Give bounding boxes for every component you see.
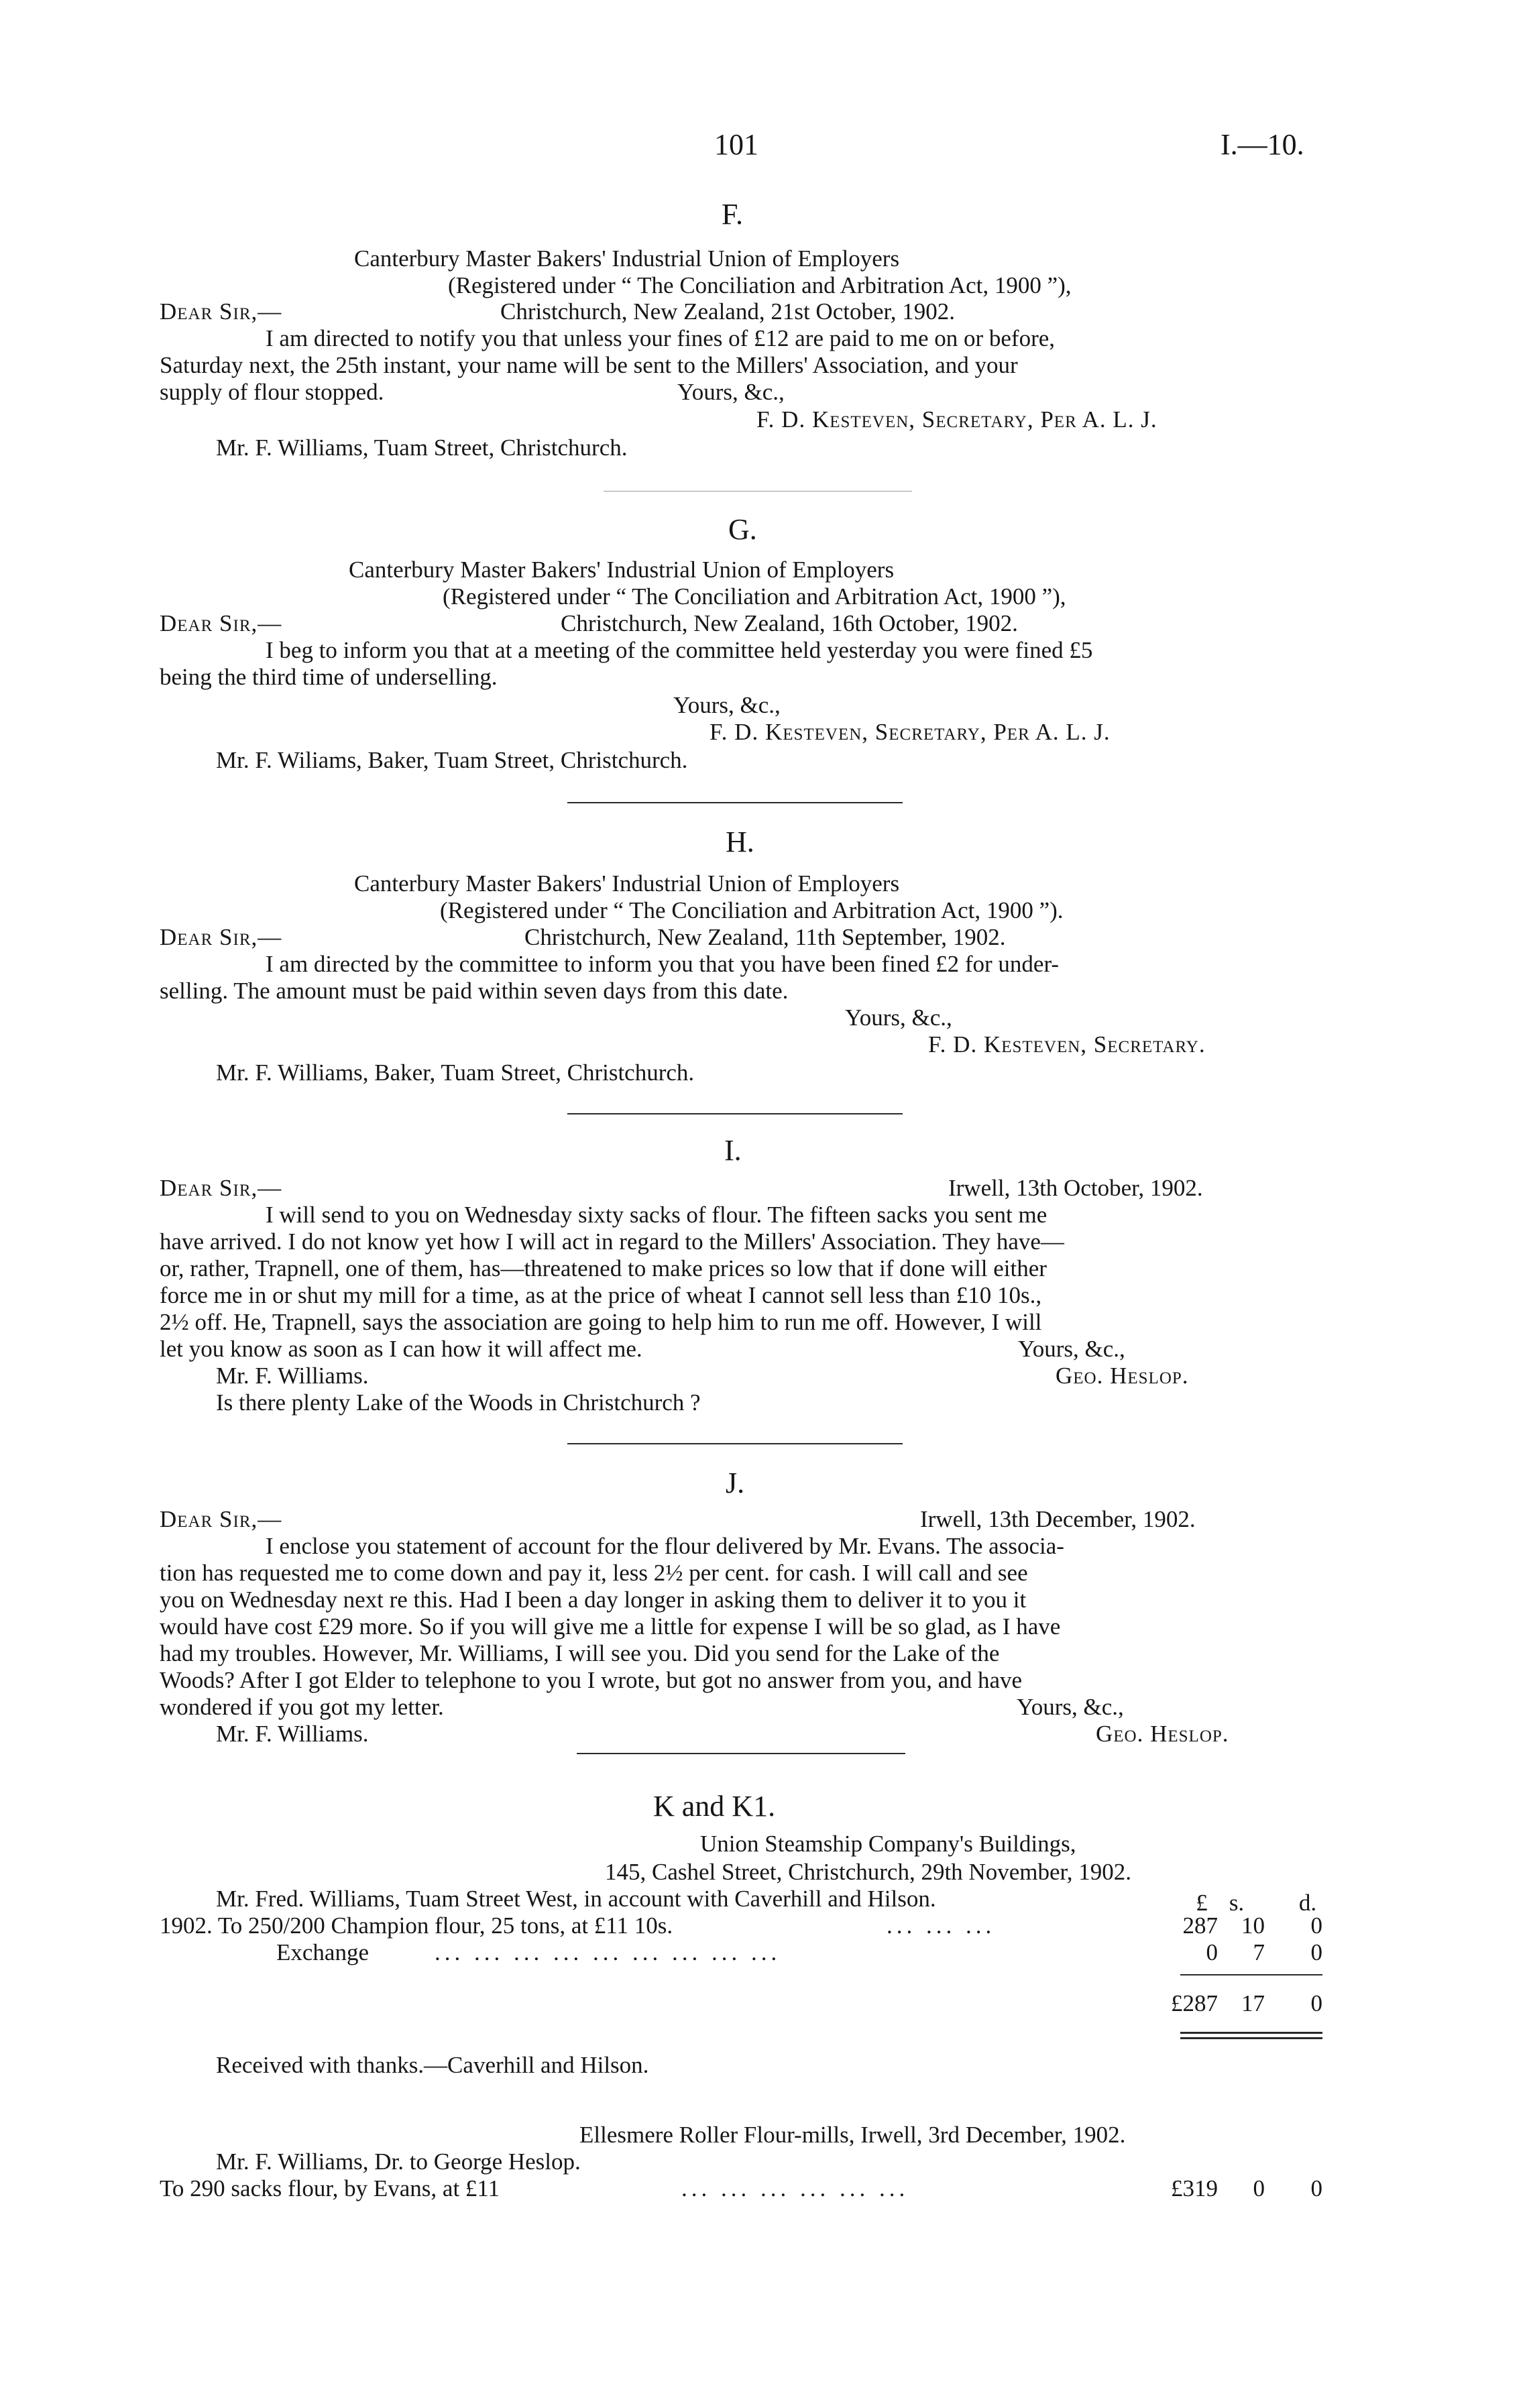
column-header-pence: d. [1298, 1890, 1317, 1916]
total-pence: 0 [1310, 1990, 1322, 2016]
k-account-line: Mr. Fred. Williams, Tuam Street West, in account with Caverhill and Hilson. [216, 1886, 936, 1912]
salutation-f: Dear Sir,— [160, 298, 282, 325]
section-divider [577, 1753, 905, 1754]
letter-body-i-line5: 2½ off. He, Trapnell, says the association are going to help him to run me off. However, I will [160, 1309, 1042, 1335]
addressee-i: Mr. F. Williams. [216, 1363, 369, 1389]
letter-body-j-line6: Woods? After I got Elder to telephone to you I wrote, but got no answer from you, and have [160, 1667, 1023, 1693]
addressee-h: Mr. F. Williams, Baker, Tuam Street, Christchurch. [216, 1059, 695, 1086]
closing-j: Yours, &c., [1017, 1694, 1124, 1720]
k1-amount-shillings: 0 [1253, 2175, 1265, 2201]
letter-body-f-line3: supply of flour stopped. [160, 379, 384, 405]
closing-i: Yours, &c., [1018, 1336, 1125, 1362]
salutation-j: Dear Sir,— [160, 1506, 282, 1532]
letter-body-f-line2: Saturday next, the 25th instant, your name will be sent to the Millers' Association, and your [160, 352, 1018, 378]
letter-body-h-line2: selling. The amount must be paid within seven days from this date. [160, 978, 789, 1004]
letter-body-g-line2: being the third time of underselling. [160, 664, 498, 690]
letter-body-g-line1: I beg to inform you that at a meeting of the committee held yesterday you were fined £5 [266, 637, 1093, 663]
signature-f: F. D. Kesteven, Secretary, Per A. L. J. [756, 406, 1157, 433]
k1-amount-pounds: £319 [1171, 2175, 1218, 2201]
signature-h: F. D. Kesteven, Secretary. [928, 1031, 1206, 1057]
letter-body-i-line4: force me in or shut my mill for a time, as at the price of wheat I cannot sell less than £10 10s., [160, 1282, 1042, 1308]
k-address-line1: Union Steamship Company's Buildings, [700, 1831, 1076, 1857]
place-date-g: Christchurch, New Zealand, 16th October, 1902. [561, 610, 1018, 636]
letter-body-j-line3: you on Wednesday next re this. Had I been a day longer in asking them to deliver it to you it [160, 1587, 1027, 1613]
place-date-h: Christchurch, New Zealand, 11th September, 1902. [524, 924, 1006, 950]
total-double-rule [1180, 2037, 1322, 2039]
closing-h: Yours, &c., [845, 1005, 952, 1031]
document-reference: I.—10. [1221, 128, 1304, 161]
amount-pence: 0 [1310, 1939, 1322, 1965]
registration-g: (Registered under “ The Conciliation and Arbitration Act, 1900 ”), [443, 583, 1066, 610]
registration-h: (Registered under “ The Conciliation and Arbitration Act, 1900 ”). [440, 897, 1064, 923]
column-header-shillings: s. [1229, 1890, 1245, 1916]
letter-body-i-line2: have arrived. I do not know yet how I will act in regard to the Millers' Association. They have— [160, 1228, 1064, 1255]
section-heading-g: G. [728, 513, 757, 546]
k1-row-label: To 290 sacks flour, by Evans, at £11 [160, 2175, 500, 2201]
total-double-rule [1180, 2032, 1322, 2034]
section-divider [567, 802, 903, 803]
section-heading-f: F. [722, 198, 743, 231]
place-date-i: Irwell, 13th October, 1902. [948, 1175, 1203, 1201]
section-heading-k: K and K1. [653, 1790, 776, 1823]
letter-body-j-line4: would have cost £29 more. So if you will give me a little for expense I will be so glad, as I have [160, 1613, 1061, 1640]
section-divider [604, 491, 912, 492]
letter-body-f-line1: I am directed to notify you that unless your fines of £12 are paid to me on or before, [266, 325, 1056, 351]
amount-shillings: 10 [1241, 1912, 1265, 1939]
signature-g: F. D. Kesteven, Secretary, Per A. L. J. [710, 719, 1111, 745]
letter-body-j-line7: wondered if you got my letter. [160, 1694, 444, 1720]
registration-f: (Registered under “ The Conciliation and Arbitration Act, 1900 ”), [448, 272, 1072, 298]
signature-i: Geo. Heslop. [1056, 1363, 1189, 1389]
postscript-i: Is there plenty Lake of the Woods in Christchurch ? [216, 1389, 701, 1416]
column-header-pounds: £ [1196, 1890, 1208, 1916]
page-number: 101 [714, 128, 758, 161]
closing-g: Yours, &c., [673, 692, 781, 718]
account-row-label: 1902. To 250/200 Champion flour, 25 tons, at £11 10s. [160, 1912, 673, 1939]
salutation-i: Dear Sir,— [160, 1175, 282, 1201]
addressee-f: Mr. F. Williams, Tuam Street, Christchurch. [216, 435, 628, 461]
letter-body-j-line2: tion has requested me to come down and pay it, less 2½ per cent. for cash. I will call and see [160, 1560, 1028, 1586]
union-name-h: Canterbury Master Bakers' Industrial Union of Employers [354, 870, 900, 897]
section-heading-h: H. [726, 825, 754, 858]
sum-rule [1180, 1974, 1322, 1975]
received-note: Received with thanks.—Caverhill and Hilson. [216, 2052, 649, 2078]
amount-shillings: 7 [1253, 1939, 1265, 1965]
k1-amount-pence: 0 [1310, 2175, 1322, 2201]
letter-body-i-line6: let you know as soon as I can how it will affect me. [160, 1336, 642, 1362]
place-date-j: Irwell, 13th December, 1902. [920, 1506, 1196, 1532]
letter-body-j-line1: I enclose you statement of account for the flour delivered by Mr. Evans. The associa- [266, 1533, 1064, 1559]
amount-pounds: 0 [1206, 1939, 1218, 1965]
section-heading-j: J. [726, 1467, 745, 1499]
account-row-label: Exchange [276, 1939, 369, 1965]
section-divider [567, 1113, 903, 1114]
letter-body-h-line1: I am directed by the committee to inform you that you have been fined £2 for under- [266, 951, 1060, 977]
place-date-f: Christchurch, New Zealand, 21st October, 1902. [500, 298, 956, 325]
addressee-j: Mr. F. Williams. [216, 1721, 369, 1747]
salutation-g: Dear Sir,— [160, 610, 282, 636]
salutation-h: Dear Sir,— [160, 924, 282, 950]
k-address-line2: 145, Cashel Street, Christchurch, 29th November, 1902. [605, 1859, 1131, 1885]
addressee-g: Mr. F. Wiliams, Baker, Tuam Street, Christchurch. [216, 747, 688, 773]
amount-pence: 0 [1310, 1912, 1322, 1939]
letter-body-i-line3: or, rather, Trapnell, one of them, has—threatened to make prices so low that if done will either [160, 1255, 1047, 1281]
signature-j: Geo. Heslop. [1096, 1721, 1229, 1747]
k1-account-line: Mr. F. Williams, Dr. to George Heslop. [216, 2148, 581, 2175]
closing-f: Yours, &c., [677, 379, 785, 405]
total-shillings: 17 [1241, 1990, 1265, 2016]
total-pounds: £287 [1171, 1990, 1218, 2016]
union-name-g: Canterbury Master Bakers' Industrial Union of Employers [349, 557, 895, 583]
section-heading-i: I. [724, 1134, 742, 1167]
letter-body-i-line1: I will send to you on Wednesday sixty sacks of flour. The fifteen sacks you sent me [266, 1202, 1047, 1228]
leader-dots: ... ... ... ... ... ... ... ... ... [435, 1939, 781, 1965]
union-name-f: Canterbury Master Bakers' Industrial Union of Employers [354, 245, 900, 272]
letter-body-j-line5: had my troubles. However, Mr. Williams, I will see you. Did you send for the Lake of the [160, 1640, 1000, 1666]
k1-place-date: Ellesmere Roller Flour-mills, Irwell, 3rd December, 1902. [579, 2122, 1126, 2148]
amount-pounds: 287 [1182, 1912, 1218, 1939]
section-divider [567, 1443, 903, 1444]
leader-dots: ... ... ... [887, 1912, 996, 1939]
leader-dots: ... ... ... ... ... ... [681, 2175, 909, 2201]
